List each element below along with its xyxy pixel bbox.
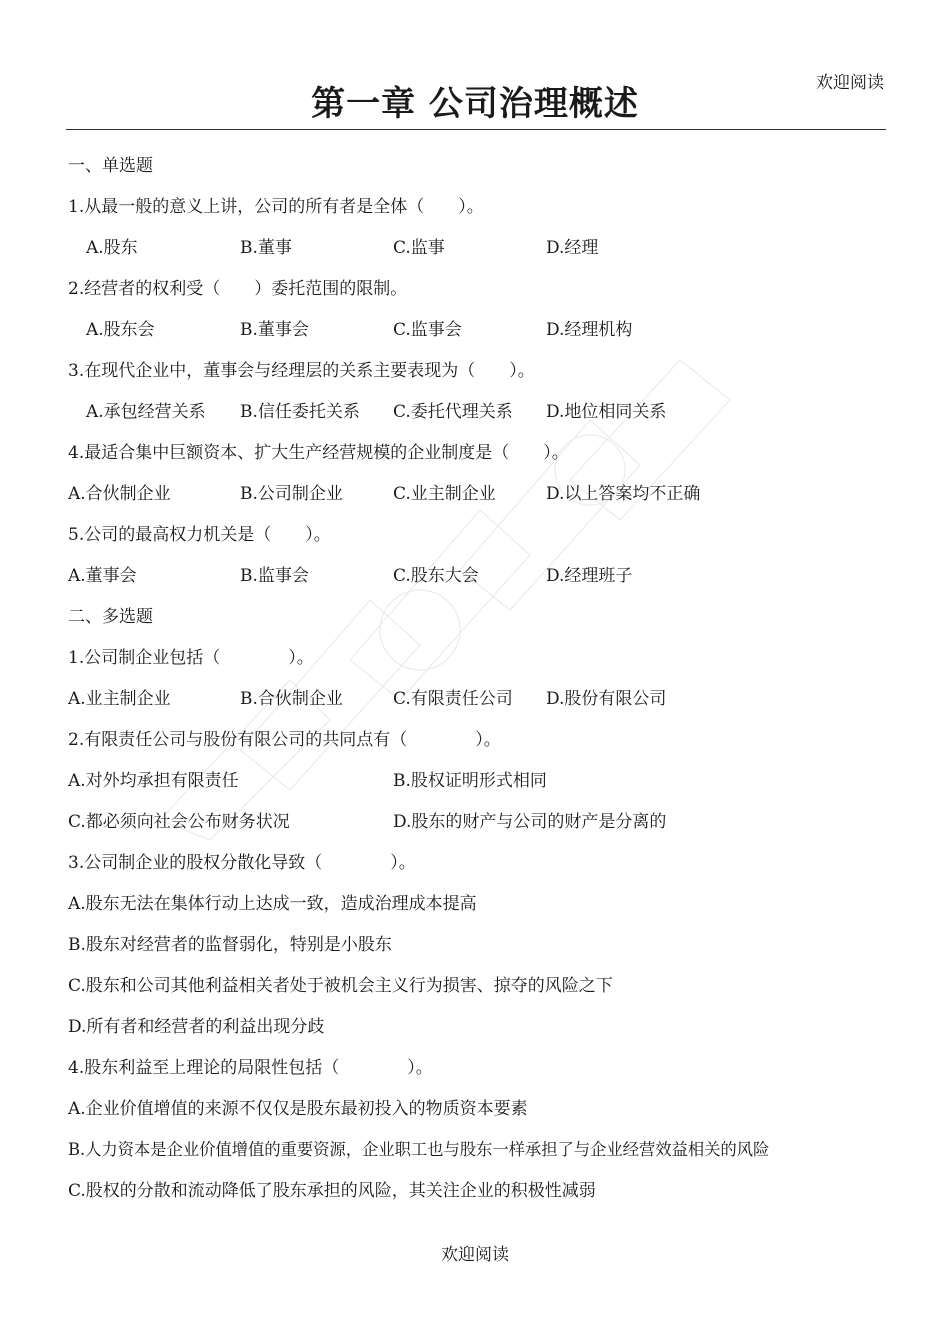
option-c: C.监事会 <box>393 320 462 340</box>
title-divider <box>66 129 886 130</box>
option-d: D.地位相同关系 <box>546 402 667 422</box>
option-b: B.董事会 <box>240 320 309 340</box>
question-stem: 2.有限责任公司与股份有限公司的共同点有（ ）。 <box>68 730 501 750</box>
page-title: 第一章 公司治理概述 <box>311 84 639 124</box>
option-c: C.股权的分散和流动降低了股东承担的风险，其关注企业的积极性减弱 <box>68 1181 596 1201</box>
option-b: B.股东对经营者的监督弱化，特别是小股东 <box>68 935 392 955</box>
option-d: D.经理班子 <box>546 566 633 586</box>
option-b: B.监事会 <box>240 566 309 586</box>
option-b: B.信任委托关系 <box>240 402 360 422</box>
option-b: B.人力资本是企业价值增值的重要资源，企业职工也与股东一样承担了与企业经营效益相关的风险 <box>68 1140 770 1159</box>
question-stem: 4.最适合集中巨额资本、扩大生产经营规模的企业制度是（ ）。 <box>68 443 569 463</box>
option-d: D.经理机构 <box>546 320 633 340</box>
option-a: A.股东会 <box>86 320 155 340</box>
question-stem: 3.公司制企业的股权分散化导致（ ）。 <box>68 853 416 873</box>
question-stem: 4.股东利益至上理论的局限性包括（ ）。 <box>68 1058 433 1078</box>
option-b: B.合伙制企业 <box>240 689 343 709</box>
option-b: B.董事 <box>240 238 292 258</box>
header-note: 欢迎阅读 <box>816 73 884 93</box>
question-stem: 2.经营者的权利受（ ）委托范围的限制。 <box>68 279 408 299</box>
option-b: B.股权证明形式相同 <box>393 771 547 791</box>
option-a: A.承包经营关系 <box>86 402 206 422</box>
section-heading-single: 一、单选题 <box>68 156 153 176</box>
option-d: D.股份有限公司 <box>546 689 667 709</box>
option-d: D.经理 <box>546 238 599 258</box>
option-c: C.业主制企业 <box>393 484 496 504</box>
option-c: C.都必须向社会公布财务状况 <box>68 812 290 832</box>
option-c: C.股东大会 <box>393 566 479 586</box>
question-stem: 3.在现代企业中，董事会与经理层的关系主要表现为（ ）。 <box>68 361 535 381</box>
option-a: A.企业价值增值的来源不仅仅是股东最初投入的物质资本要素 <box>68 1099 528 1119</box>
option-a: A.对外均承担有限责任 <box>68 771 239 791</box>
question-stem: 1.从最一般的意义上讲，公司的所有者是全体（ ）。 <box>68 197 484 217</box>
footer-note: 欢迎阅读 <box>441 1245 509 1265</box>
option-c: C.股东和公司其他利益相关者处于被机会主义行为损害、掠夺的风险之下 <box>68 976 613 996</box>
question-stem: 1.公司制企业包括（ ）。 <box>68 648 314 668</box>
option-d: D.股东的财产与公司的财产是分离的 <box>393 812 667 832</box>
option-c: C.委托代理关系 <box>393 402 513 422</box>
option-c: C.有限责任公司 <box>393 689 513 709</box>
option-c: C.监事 <box>393 238 445 258</box>
option-a: A.董事会 <box>68 566 137 586</box>
option-a: A.业主制企业 <box>68 689 171 709</box>
option-a: A.合伙制企业 <box>68 484 171 504</box>
option-a: A.股东无法在集体行动上达成一致，造成治理成本提高 <box>68 894 477 914</box>
option-b: B.公司制企业 <box>240 484 343 504</box>
option-d: D.所有者和经营者的利益出现分歧 <box>68 1017 325 1037</box>
section-heading-multi: 二、多选题 <box>68 607 153 627</box>
option-d: D.以上答案均不正确 <box>546 484 701 504</box>
question-stem: 5.公司的最高权力机关是（ ）。 <box>68 525 331 545</box>
option-a: A.股东 <box>86 238 138 258</box>
